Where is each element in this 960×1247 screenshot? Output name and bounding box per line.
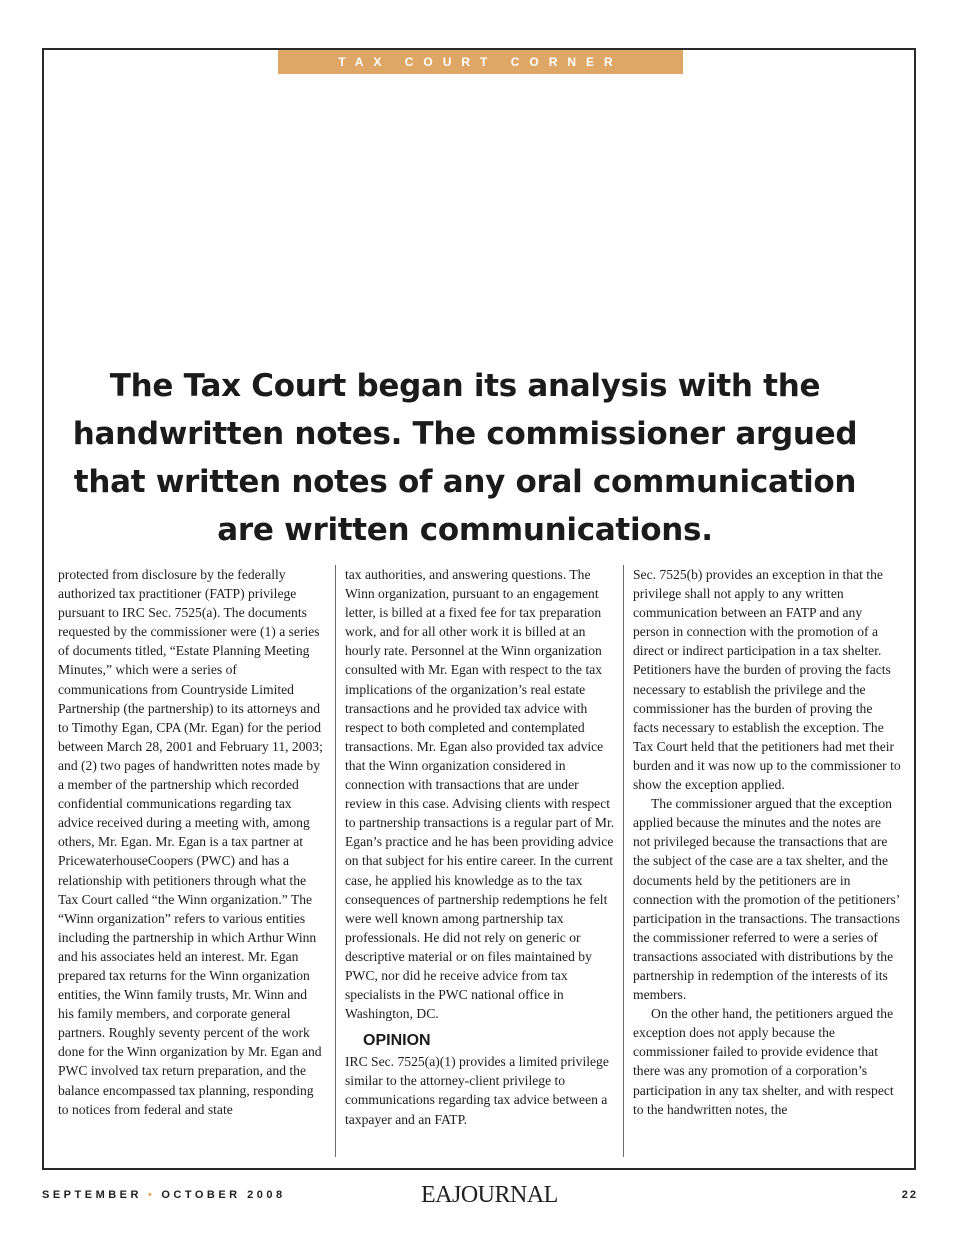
col1-paragraph-1: protected from disclosure by the federally authorized tax practitioner (FATP) privilege pursuant to IRC Sec. 7525(a). The documents requested by the commissioner were (1) a series of documents titled, “Estate Planning Meeting Minutes,” which were a series of communications from Countryside Limited Partnership (the partnership) to its attorneys and to Timothy Egan, CPA (Mr. Egan) for the period between March 28, 2001 and February 11, 2003; and (2) two pages of handwritten notes made by a member of the partnership which recorded confidential communications regarding tax advice received during a meeting with, among others, Mr. Egan. Mr. Egan is a tax partner at PricewaterhouseCoopers (PWC) and has a relationship with petitioners through what the Tax Court called “the Winn organization.” The “Winn organization” refers to various entities including the partnership in which Arthur Winn and his associates held an interest. Mr. Egan prepared tax returns for the Winn organization entities, the Winn family trusts, Mr. Winn and his family members, and corporate general partners. Roughly seventy percent of the work done for the Winn organization by Mr. Egan and PWC involved tax return preparation, and the balance encompassed tax planning, responding to notices from federal and state (58, 567, 323, 1117)
column-divider-1 (335, 565, 336, 1157)
issue-date (42, 1189, 286, 1201)
col3-paragraph-3: On the other hand, the petitioners argued the exception does not apply because the commissioner failed to provide evidence that there was any promotion of a corporation’s participation in any tax shelter, and with respect to the handwritten notes, the (633, 1006, 894, 1117)
text-column-2 (345, 565, 615, 1161)
section-header-tab: TAX COURT CORNER (278, 50, 683, 74)
col2-paragraph-2: IRC Sec. 7525(a)(1) provides a limited privilege similar to the attorney-client privilege to communications regarding tax advice between a taxpayer and an FATP. (345, 1054, 609, 1127)
col3-paragraph-1: Sec. 7525(b) provides an exception in that the privilege shall not apply to any written communication between an FATP and any person in connection with the promotion of a direct or indirect participation in a tax shelter. Petitioners have the burden of proving the facts necessary to establish the privilege and the commissioner has the burden of proving the facts necessary to establish the exception. The Tax Court held that the petitioners had met their burden and it was now up to the commissioner to show the exception applied. (633, 567, 901, 793)
separator-dot: • (147, 1189, 156, 1201)
text-column-1 (58, 565, 326, 1161)
col2-paragraph-1: tax authorities, and answering questions. The Winn organization, pursuant to an engagement letter, is billed at a fixed fee for tax preparation work, and for all other work it is billed at an hourly rate. Personnel at the Winn organization consulted with Mr. Egan with respect to the tax implications of the organization’s real estate transactions and he provided tax advice with respect to both completed and contemplated transactions. Mr. Egan also provided tax advice that the Winn organization considered in connection with transactions that are under review in this case. Advising clients with respect to partnership transactions is a regular part of Mr. Egan’s practice and he has been providing advice on that subject for his entire career. In the current case, he applied his knowledge as to the tax consequences of partnership redemptions he felt were well known among partnership tax professionals. He did not rely on generic or descriptive material or on files maintained by PWC, nor did he receive advice from tax specialists in the PWC national office in Washington, DC. (345, 567, 615, 1022)
column-divider-2 (623, 565, 624, 1157)
text-column-3 (633, 565, 901, 1161)
issue-month: SEPTEMBER (42, 1189, 142, 1201)
journal-masthead-logo: EAJOURNAL (421, 1182, 558, 1208)
pull-quote: The Tax Court began its analysis with the handwritten notes. The commissioner argued that written notes of any oral communication are written communications. (72, 368, 858, 548)
opinion-heading: OPINION (363, 1032, 431, 1050)
col3-paragraph-2: The commissioner argued that the exception applied because the minutes and the notes are not privileged because the transactions that are the subject of the case are a tax shelter, and the documents held by the petitioners are in connection with the promotion of the petitioners’ participation in the transactions. The transactions the commissioner referred to were a series of transactions associated with distributions by the partnership in redemption of the interests of its members. (633, 796, 901, 1003)
issue-month-year: OCTOBER 2008 (161, 1189, 286, 1201)
page-number: 22 (901, 1189, 918, 1201)
